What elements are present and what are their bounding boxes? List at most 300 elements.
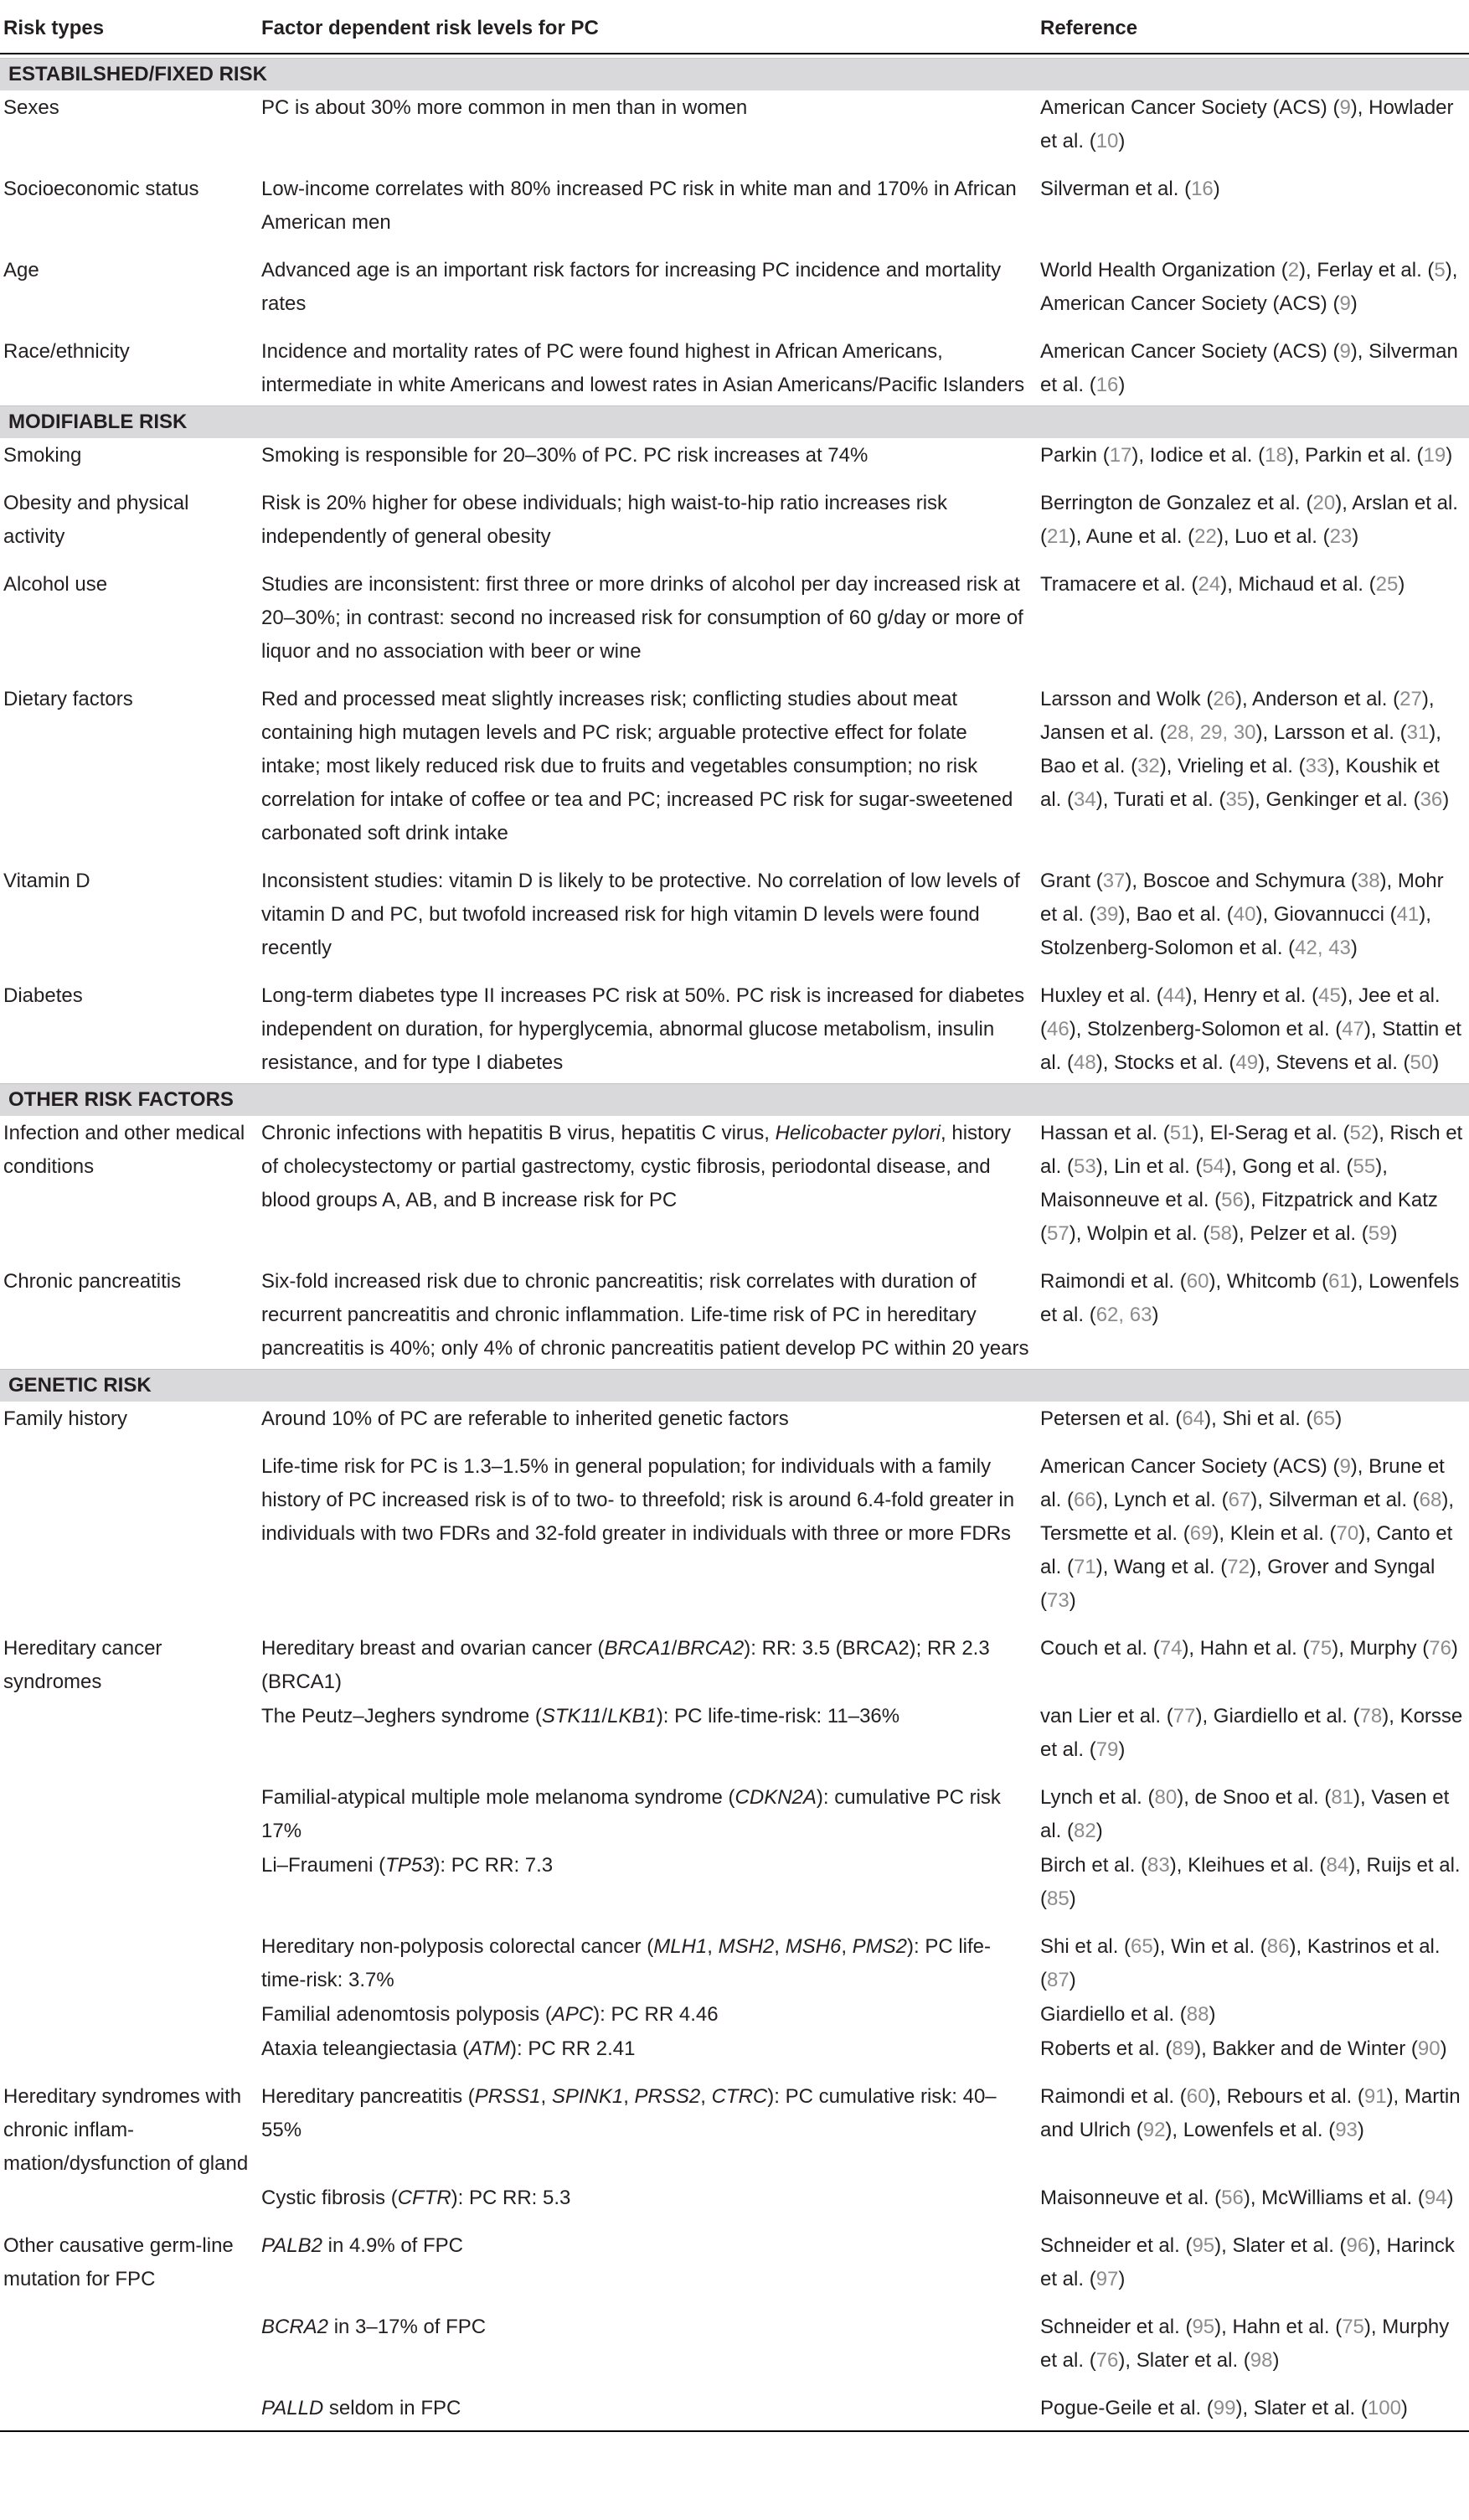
- text-run: ,: [707, 1935, 719, 1958]
- table-row: [0, 2066, 1469, 2181]
- text-run: ), Rebours et al. (: [1209, 2085, 1364, 2108]
- text-run: ): PC life-time-risk: 11–36%: [656, 1705, 900, 1727]
- citation-number: 22: [1194, 525, 1217, 548]
- citation-number: 33: [1305, 755, 1328, 777]
- gene-name: CFTR: [397, 2187, 451, 2209]
- citation-number: 60: [1186, 2085, 1209, 2108]
- risk-type-cell: [0, 2378, 261, 2429]
- text-run: ): [1390, 1222, 1398, 1245]
- reference-cell: [1040, 2296, 1469, 2378]
- text-run: ), Stattin et al. (: [1040, 1018, 1461, 1074]
- text-run: ), Genkinger et al. (: [1248, 788, 1420, 811]
- text-run: ), Arslan et al. (: [1040, 492, 1458, 548]
- section-header: [0, 406, 1469, 439]
- section-title: GENETIC RISK: [0, 1370, 1469, 1402]
- text-run: ), Lowenfels et al. (: [1040, 1270, 1460, 1326]
- risk-type-cell: Race/ethnicity: [3, 340, 130, 363]
- text-run: ), Ruijs et al. (: [1040, 1854, 1461, 1910]
- citation-number: 49: [1235, 1051, 1259, 1074]
- citation-number: 99: [1213, 2397, 1236, 2419]
- citation-number: 16: [1191, 178, 1214, 200]
- citation-number: 86: [1266, 1935, 1290, 1958]
- risk-type-cell: [0, 2296, 261, 2378]
- text-run: ), Howlader et al. (: [1040, 96, 1454, 152]
- text-run: ), Brune et al. (: [1040, 1455, 1445, 1511]
- gene-name: BRCA2: [677, 1637, 745, 1660]
- citation-number: 41: [1396, 903, 1420, 926]
- text-run: ), Hahn et al. (: [1214, 2316, 1343, 2338]
- citation-number: 70: [1336, 1522, 1359, 1545]
- factor-cell: [261, 554, 1040, 669]
- citation-number: 73: [1047, 1589, 1070, 1612]
- text-run: Studies are inconsistent: first three or more drinks of alcohol per day increased risk at 20–30%; in contrast: second no increased risk for consumption of 60 g/day or more of liquor and no association with beer or wine: [261, 573, 1023, 663]
- factor-cell: [261, 321, 1040, 406]
- text-run: ), Lowenfels et al. (: [1165, 2119, 1336, 2141]
- citation-number: 20: [1312, 492, 1336, 514]
- table-row: [0, 850, 1469, 965]
- risk-type-cell: [0, 2032, 261, 2066]
- citation-number: 55: [1353, 1155, 1376, 1178]
- citation-number: 98: [1250, 2349, 1273, 2372]
- text-run: ), Stocks et al. (: [1095, 1051, 1236, 1074]
- text-run: ), Lynch et al. (: [1095, 1489, 1229, 1511]
- citation-number: 64: [1182, 1407, 1205, 1430]
- text-run: Schneider et al. (: [1040, 2234, 1193, 2257]
- factor-cell: [261, 669, 1040, 850]
- text-run: Giardiello et al. (: [1040, 2003, 1187, 2026]
- text-run: ), Korsse et al. (: [1040, 1705, 1463, 1761]
- citation-number: 81: [1331, 1786, 1354, 1809]
- text-run: ): PC RR 2.41: [510, 2037, 636, 2060]
- factor-cell: [261, 2032, 1040, 2066]
- reference-cell: [1040, 472, 1469, 554]
- factor-cell: [261, 1402, 1040, 1436]
- text-run: ): [1118, 1738, 1126, 1761]
- text-run: Advanced age is an important risk factors for increasing PC incidence and mortality rates: [261, 259, 1002, 315]
- text-run: ): PC RR 4.46: [593, 2003, 719, 2026]
- risk-type-cell: Family history: [3, 1407, 128, 1430]
- text-run: Familial adenomtosis polyposis (: [261, 2003, 552, 2026]
- text-run: Smoking is responsible for 20–30% of PC. PC risk increases at 74%: [261, 444, 869, 467]
- text-run: ), Murphy et al. (: [1040, 2316, 1450, 2372]
- text-run: ): [1118, 130, 1126, 152]
- citation-number: 19: [1423, 444, 1446, 467]
- reference-cell: [1040, 1436, 1469, 1618]
- text-run: ): [1335, 1407, 1343, 1430]
- reference-cell: [1040, 1699, 1469, 1767]
- text-run: ), Giardiello et al. (: [1195, 1705, 1360, 1727]
- citation-number: 76: [1095, 2349, 1119, 2372]
- text-run: ), Bao et al. (: [1118, 903, 1234, 926]
- reference-cell: [1040, 2032, 1469, 2066]
- gene-name: MSH2: [718, 1935, 775, 1958]
- text-run: Roberts et al. (: [1040, 2037, 1173, 2060]
- risk-type-cell: Socioeconomic status: [3, 178, 199, 200]
- text-run: ), Lin et al. (: [1095, 1155, 1203, 1178]
- citation-number: 96: [1346, 2234, 1369, 2257]
- citation-number: 87: [1047, 1969, 1070, 1991]
- table-row: [0, 1436, 1469, 1618]
- reference-cell: [1040, 850, 1469, 965]
- table-bottom-rule: [0, 2429, 1469, 2431]
- text-run: ), Stevens et al. (: [1258, 1051, 1410, 1074]
- citation-number: 9: [1339, 96, 1351, 119]
- text-run: ): PC cumulative risk: 40–55%: [261, 2085, 997, 2141]
- citation-number: 36: [1420, 788, 1443, 811]
- text-run: ), Slater et al. (: [1235, 2397, 1368, 2419]
- text-run: ): [1069, 1887, 1076, 1910]
- text-run: Life-time risk for PC is 1.3–1.5% in general population; for individuals with a family history of PC increased risk is of to two- to threefold; risk is around 6.4-fold greater in individuals with two FDRs and 32-fold greater in individuals with three or more FDRs: [261, 1455, 1015, 1545]
- text-run: ): [1213, 178, 1220, 200]
- gene-name: PRSS2: [634, 2085, 701, 2108]
- text-run: ), Canto et al. (: [1040, 1522, 1453, 1578]
- citation-number: 58: [1209, 1222, 1233, 1245]
- citation-number: 100: [1367, 2397, 1401, 2419]
- text-run: World Health Organization (: [1040, 259, 1288, 281]
- citation-number: 65: [1131, 1935, 1153, 1958]
- text-run: ), Giovannucci (: [1255, 903, 1397, 926]
- citation-number: 74: [1159, 1637, 1183, 1660]
- citation-number: 54: [1202, 1155, 1225, 1178]
- gene-name: PRSS1: [474, 2085, 541, 2108]
- text-run: ): [1446, 2187, 1454, 2209]
- citation-number: 71: [1074, 1556, 1096, 1578]
- text-run: ): [1069, 1589, 1076, 1612]
- text-run: in 3–17% of FPC: [328, 2316, 487, 2338]
- gene-name: Helicobacter pylori: [775, 1122, 941, 1144]
- text-run: ), Harinck et al. (: [1040, 2234, 1455, 2290]
- text-run: ): [1400, 2397, 1408, 2419]
- risk-type-cell: [0, 2181, 261, 2215]
- table-row: [0, 90, 1469, 158]
- text-run: ), Stolzenberg-Solomon et al. (: [1040, 903, 1431, 959]
- text-run: ), Jee et al. (: [1040, 984, 1441, 1041]
- factor-cell: [261, 1916, 1040, 1997]
- gene-name: PMS2: [852, 1935, 908, 1958]
- text-run: ), Klein et al. (: [1212, 1522, 1337, 1545]
- text-run: ), El-Serag et al. (: [1192, 1122, 1350, 1144]
- text-run: Hassan et al. (: [1040, 1122, 1170, 1144]
- section-header: [0, 59, 1469, 91]
- citation-number: 31: [1406, 721, 1430, 744]
- risk-type-cell: [0, 1848, 261, 1916]
- header-risk-types: Risk types: [3, 17, 105, 39]
- text-run: ), Maisonneuve et al. (: [1040, 1155, 1388, 1211]
- risk-type-cell: Other causative germ-line mutation for FPC: [3, 2234, 234, 2290]
- reference-cell: [1040, 1916, 1469, 1997]
- text-run: The Peutz–Jeghers syndrome (: [261, 1705, 542, 1727]
- text-run: Huxley et al. (: [1040, 984, 1163, 1007]
- citation-number: 84: [1326, 1854, 1349, 1877]
- text-run: ): RR: 3.5 (BRCA2); RR 2.3 (BRCA1): [261, 1637, 990, 1693]
- citation-number: 59: [1368, 1222, 1391, 1245]
- text-run: ), Win et al. (: [1152, 1935, 1267, 1958]
- reference-cell: [1040, 1767, 1469, 1848]
- gene-name: MLH1: [653, 1935, 708, 1958]
- text-run: ), Murphy (: [1332, 1637, 1430, 1660]
- text-run: Low-income correlates with 80% increased PC risk in white man and 170% in African American men: [261, 178, 1017, 234]
- text-run: Raimondi et al. (: [1040, 2085, 1187, 2108]
- text-run: Parkin (: [1040, 444, 1110, 467]
- text-run: ): [1352, 525, 1359, 548]
- text-run: ), Hahn et al. (: [1182, 1637, 1310, 1660]
- factor-cell: [261, 850, 1040, 965]
- text-run: ), Jansen et al. (: [1040, 688, 1435, 744]
- risk-type-cell: Obesity and physical activity: [3, 492, 189, 548]
- gene-name: BRCA1: [604, 1637, 672, 1660]
- text-run: ), Shi et al. (: [1204, 1407, 1313, 1430]
- text-run: ), Henry et al. (: [1185, 984, 1319, 1007]
- citation-number: 94: [1424, 2187, 1447, 2209]
- text-run: ): PC RR: 7.3: [433, 1854, 554, 1877]
- citation-number: 88: [1186, 2003, 1209, 2026]
- table-row: [0, 158, 1469, 240]
- text-run: ), Grover and Syngal (: [1040, 1556, 1435, 1612]
- citation-number: 28, 29, 30: [1166, 721, 1256, 744]
- text-run: ), Vasen et al. (: [1040, 1786, 1450, 1842]
- text-run: Six-fold increased risk due to chronic pancreatitis; risk correlates with duration of recurrent pancreatitis and chronic inflammation. Life-time risk of PC in hereditary pancreatitis is 40%; only 4% of chronic pancreatitis patient develop PC within 20 years: [261, 1270, 1029, 1360]
- table-row: [0, 472, 1469, 554]
- factor-cell: [261, 1848, 1040, 1916]
- gene-name: APC: [551, 2003, 594, 2026]
- reference-cell: [1040, 158, 1469, 240]
- citation-number: 68: [1419, 1489, 1442, 1511]
- citation-number: 67: [1228, 1489, 1251, 1511]
- text-run: ), Silverman et al. (: [1040, 340, 1458, 396]
- table-row: [0, 1699, 1469, 1767]
- text-run: Silverman et al. (: [1040, 178, 1192, 200]
- reference-cell: [1040, 1402, 1469, 1436]
- table-row: [0, 1916, 1469, 1997]
- text-run: ), Kastrinos et al. (: [1040, 1935, 1441, 1991]
- citation-number: 89: [1172, 2037, 1195, 2060]
- citation-number: 83: [1147, 1854, 1170, 1877]
- text-run: ): [1432, 1051, 1440, 1074]
- risk-type-cell: Hereditary syndromes with chronic inflam-mation/dysfunction of gland: [3, 2085, 249, 2175]
- table-body: [0, 59, 1469, 2430]
- text-run: ,: [623, 2085, 635, 2108]
- section-title: OTHER RISK FACTORS: [0, 1084, 1469, 1117]
- citation-number: 17: [1109, 444, 1132, 467]
- text-run: ): [1152, 1304, 1159, 1326]
- citation-number: 50: [1410, 1051, 1433, 1074]
- text-run: Hereditary breast and ovarian cancer (: [261, 1637, 605, 1660]
- citation-number: 85: [1047, 1887, 1070, 1910]
- text-run: Risk is 20% higher for obese individuals; high waist-to-hip ratio increases risk independently of general obesity: [261, 492, 948, 548]
- text-run: Li–Fraumeni (: [261, 1854, 386, 1877]
- header-reference: Reference: [1040, 17, 1138, 39]
- text-run: Hereditary non-polyposis colorectal cancer (: [261, 1935, 654, 1958]
- section-header: [0, 1084, 1469, 1117]
- gene-name: LKB1: [607, 1705, 657, 1727]
- text-run: Couch et al. (: [1040, 1637, 1160, 1660]
- citation-number: 34: [1074, 788, 1096, 811]
- risk-type-cell: Vitamin D: [3, 870, 90, 892]
- citation-number: 90: [1417, 2037, 1441, 2060]
- citation-number: 77: [1173, 1705, 1196, 1727]
- factor-cell: [261, 2296, 1040, 2378]
- text-run: ), McWilliams et al. (: [1243, 2187, 1425, 2209]
- text-run: ), Aune et al. (: [1069, 525, 1195, 548]
- factor-cell: [261, 1997, 1040, 2032]
- text-run: seldom in FPC: [323, 2397, 461, 2419]
- text-run: , history of cholecystectomy or partial gastrectomy, cystic fibrosis, periodontal disease, and blood groups A, AB, and B increase risk for PC: [261, 1122, 1012, 1211]
- text-run: ), Larsson et al. (: [1255, 721, 1407, 744]
- citation-number: 35: [1225, 788, 1249, 811]
- citation-number: 75: [1342, 2316, 1364, 2338]
- reference-cell: [1040, 90, 1469, 158]
- factor-cell: [261, 2181, 1040, 2215]
- citation-number: 92: [1142, 2119, 1166, 2141]
- factor-cell: [261, 1618, 1040, 1699]
- text-run: ), Boscoe and Schymura (: [1125, 870, 1358, 892]
- text-run: Ataxia teleangiectasia (: [261, 2037, 470, 2060]
- citation-number: 51: [1169, 1122, 1193, 1144]
- table-row: [0, 554, 1469, 669]
- citation-number: 39: [1095, 903, 1119, 926]
- text-run: ), Koushik et al. (: [1040, 755, 1440, 811]
- text-run: ): [1095, 1820, 1103, 1842]
- table-row: [0, 1251, 1469, 1370]
- citation-number: 91: [1363, 2085, 1387, 2108]
- text-run: ), Luo et al. (: [1216, 525, 1330, 548]
- reference-cell: [1040, 2215, 1469, 2296]
- citation-number: 5: [1434, 259, 1446, 281]
- text-run: ): [1350, 292, 1358, 315]
- table-header: [0, 0, 1469, 59]
- text-run: ,: [540, 2085, 552, 2108]
- text-run: ), Mohr et al. (: [1040, 870, 1444, 926]
- text-run: ): [1398, 573, 1405, 596]
- table-row: [0, 1997, 1469, 2032]
- reference-cell: [1040, 2066, 1469, 2181]
- table-row: [0, 240, 1469, 321]
- section-title: ESTABILSHED/FIXED RISK: [0, 59, 1469, 91]
- text-run: ), Kleihues et al. (: [1169, 1854, 1327, 1877]
- factor-cell: [261, 2378, 1040, 2429]
- text-run: ,: [774, 1935, 786, 1958]
- text-run: Pogue-Geile et al. (: [1040, 2397, 1214, 2419]
- citation-number: 95: [1192, 2234, 1215, 2257]
- factor-cell: [261, 2066, 1040, 2181]
- citation-number: 57: [1047, 1222, 1070, 1245]
- factor-cell: [261, 1436, 1040, 1618]
- table-row: [0, 2296, 1469, 2378]
- table-row: [0, 669, 1469, 850]
- text-run: Hereditary pancreatitis (: [261, 2085, 475, 2108]
- citation-number: 69: [1189, 1522, 1213, 1545]
- factor-cell: [261, 438, 1040, 472]
- text-run: ): PC RR: 5.3: [451, 2187, 571, 2209]
- reference-cell: [1040, 965, 1469, 1084]
- citation-number: 66: [1074, 1489, 1096, 1511]
- text-run: ), Slater et al. (: [1214, 2234, 1347, 2257]
- text-run: ), Martin and Ulrich (: [1040, 2085, 1461, 2141]
- reference-cell: [1040, 554, 1469, 669]
- text-run: /: [601, 1705, 608, 1727]
- table-row: [0, 1618, 1469, 1699]
- citation-number: 21: [1047, 525, 1070, 548]
- gene-name: BCRA2: [261, 2316, 329, 2338]
- text-run: ), Anderson et al. (: [1235, 688, 1400, 710]
- text-run: ): [1451, 1637, 1458, 1660]
- gene-name: TP53: [385, 1854, 434, 1877]
- text-run: ): [1350, 937, 1358, 959]
- table-row: [0, 2378, 1469, 2429]
- gene-name: CDKN2A: [734, 1786, 817, 1809]
- text-run: Petersen et al. (: [1040, 1407, 1183, 1430]
- text-run: ), Pelzer et al. (: [1232, 1222, 1368, 1245]
- table-row: [0, 2032, 1469, 2066]
- citation-number: 46: [1047, 1018, 1070, 1041]
- risk-type-cell: [0, 1699, 261, 1767]
- text-run: ), Iodice et al. (: [1131, 444, 1265, 467]
- factor-cell: [261, 1251, 1040, 1370]
- gene-name: CTRC: [711, 2085, 768, 2108]
- text-run: Maisonneuve et al. (: [1040, 2187, 1222, 2209]
- text-run: Red and processed meat slightly increases risk; conflicting studies about meat containing high mutagen levels and PC risk; arguable protective effect for folate intake; most likely reduced risk due to fruits and vegetables consumption; no risk correlation for intake of coffee or tea and PC; increased PC risk for sugar-sweetened carbonated soft drink intake: [261, 688, 1013, 844]
- citation-number: 76: [1429, 1637, 1451, 1660]
- factor-cell: [261, 158, 1040, 240]
- citation-number: 10: [1095, 130, 1119, 152]
- text-run: ), Risch et al. (: [1040, 1122, 1463, 1178]
- text-run: ): [1069, 1969, 1076, 1991]
- risk-type-cell: Alcohol use: [3, 573, 108, 596]
- table-row: [0, 321, 1469, 406]
- text-run: Familial-atypical multiple mole melanoma syndrome (: [261, 1786, 735, 1809]
- citation-number: 65: [1312, 1407, 1336, 1430]
- text-run: ), Michaud et al. (: [1220, 573, 1376, 596]
- text-run: Tramacere et al. (: [1040, 573, 1198, 596]
- text-run: Long-term diabetes type II increases PC risk at 50%. PC risk is increased for diabetes independent on duration, for hyperglycemia, abnormal glucose metabolism, insulin resistance, and for type I diabetes: [261, 984, 1025, 1074]
- text-run: ), Wang et al. (: [1095, 1556, 1228, 1578]
- citation-number: 40: [1233, 903, 1256, 926]
- text-run: ,: [841, 1935, 853, 1958]
- citation-number: 93: [1335, 2119, 1358, 2141]
- factor-cell: [261, 1767, 1040, 1848]
- gene-name: PALLD: [261, 2397, 324, 2419]
- text-run: ), Parkin et al. (: [1286, 444, 1424, 467]
- reference-cell: [1040, 438, 1469, 472]
- text-run: Berrington de Gonzalez et al. (: [1040, 492, 1313, 514]
- gene-name: PALB2: [261, 2234, 322, 2257]
- citation-number: 9: [1339, 292, 1351, 315]
- text-run: Birch et al. (: [1040, 1854, 1148, 1877]
- citation-number: 97: [1095, 2268, 1119, 2290]
- citation-number: 18: [1265, 444, 1287, 467]
- text-run: ), de Snoo et al. (: [1177, 1786, 1332, 1809]
- text-run: ,: [700, 2085, 712, 2108]
- text-run: ): [1357, 2119, 1364, 2141]
- text-run: American Cancer Society (ACS) (: [1040, 340, 1340, 363]
- text-run: Chronic infections with hepatitis B virus, hepatitis C virus,: [261, 1122, 776, 1144]
- text-run: ), Bao et al. (: [1040, 721, 1441, 777]
- table-row: [0, 2215, 1469, 2296]
- text-run: Larsson and Wolk (: [1040, 688, 1214, 710]
- text-run: /: [671, 1637, 678, 1660]
- section-header: [0, 1370, 1469, 1402]
- text-run: PC is about 30% more common in men than in women: [261, 96, 748, 119]
- reference-cell: [1040, 1618, 1469, 1699]
- table-row: [0, 1848, 1469, 1916]
- text-run: ), Slater et al. (: [1118, 2349, 1250, 2372]
- text-run: ): cumulative PC risk 17%: [261, 1786, 1001, 1842]
- text-run: ), American Cancer Society (ACS) (: [1040, 259, 1458, 315]
- text-run: in 4.9% of FPC: [322, 2234, 464, 2257]
- text-run: American Cancer Society (ACS) (: [1040, 1455, 1340, 1478]
- reference-cell: [1040, 669, 1469, 850]
- risk-type-cell: Diabetes: [3, 984, 83, 1007]
